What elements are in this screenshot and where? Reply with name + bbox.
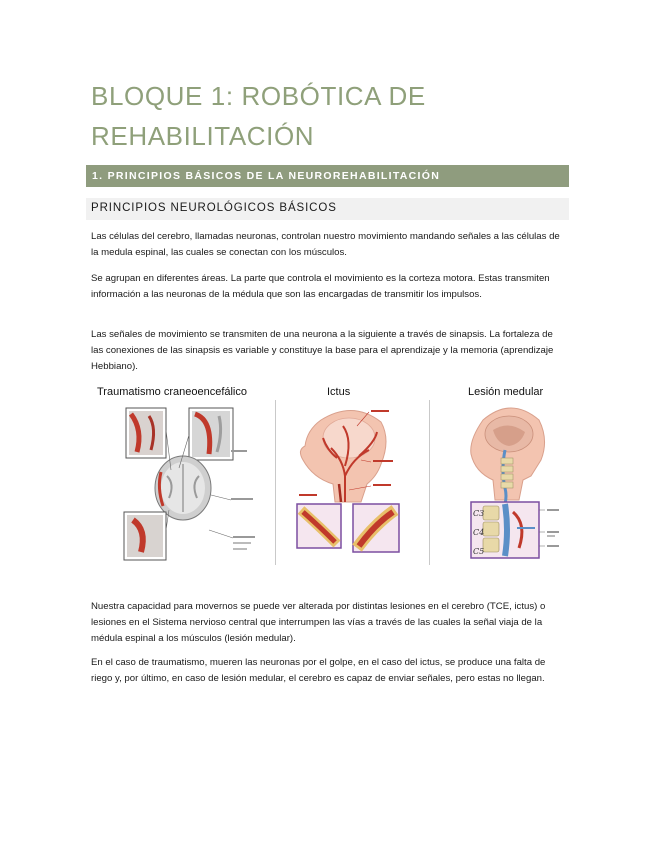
lesion-types-figure bbox=[91, 380, 561, 580]
paragraph-neuronas: Las células del cerebro, llamadas neuronas, controlan nuestro movimiento mandando señales a las células de la medula espinal, las cuales se conectan con los músculos. bbox=[91, 231, 560, 258]
label-c5: C5 bbox=[473, 547, 485, 556]
title-line-2: REHABILITACIÓN bbox=[91, 121, 315, 151]
figure-divider-1 bbox=[275, 400, 276, 565]
lesion-illustrations bbox=[91, 380, 561, 580]
label-c3: C3 bbox=[473, 509, 485, 518]
figure-label-tce: Traumatismo craneoencefálico bbox=[97, 386, 247, 398]
ictus-illustration bbox=[297, 410, 399, 552]
figure-label-ictus: Ictus bbox=[327, 386, 351, 398]
paragraph-corteza-motora: Se agrupan en diferentes áreas. La parte que controla el movimiento es la corteza motora. Estas transmiten información a las neuronas de la médula que son las encargadas de transmitir los impulsos. bbox=[91, 273, 550, 300]
tce-illustration bbox=[124, 408, 255, 560]
subsection-heading: PRINCIPIOS NEUROLÓGICOS BÁSICOS bbox=[86, 198, 569, 220]
label-c4: C4 bbox=[473, 528, 485, 537]
figure-label-lesion-medular: Lesión medular bbox=[468, 386, 544, 398]
paragraph-tipos-lesion: En el caso de traumatismo, mueren las neuronas por el golpe, en el caso del ictus, se produce una falta de riego y, por último, en caso de lesión medular, el cerebro es capaz de enviar señales, pero estas no llegan. bbox=[91, 657, 546, 684]
figure-divider-2 bbox=[429, 400, 430, 565]
title-line-1: BLOQUE 1: ROBÓTICA DE bbox=[91, 81, 426, 111]
section-heading: 1. PRINCIPIOS BÁSICOS DE LA NEUROREHABILITACIÓN bbox=[86, 165, 569, 187]
paragraph-sinapsis: Las señales de movimiento se transmiten de una neurona a la siguiente a través de sinapsis. La fortaleza de las conexiones de las sinapsis es variable y constituye la base para el aprendizaje y la memoria (aprendizaje Hebbiano). bbox=[91, 329, 554, 372]
document-title bbox=[91, 76, 571, 156]
paragraph-lesiones: Nuestra capacidad para movernos se puede ver alterada por distintas lesiones en el cerebro (TCE, ictus) o lesiones en el Sistema nervioso central que interrumpen las vías a través de las cuales la señal viaja de la médula espinal a los músculos (lesión medular). bbox=[91, 601, 546, 644]
lesion-medular-illustration bbox=[471, 408, 559, 558]
